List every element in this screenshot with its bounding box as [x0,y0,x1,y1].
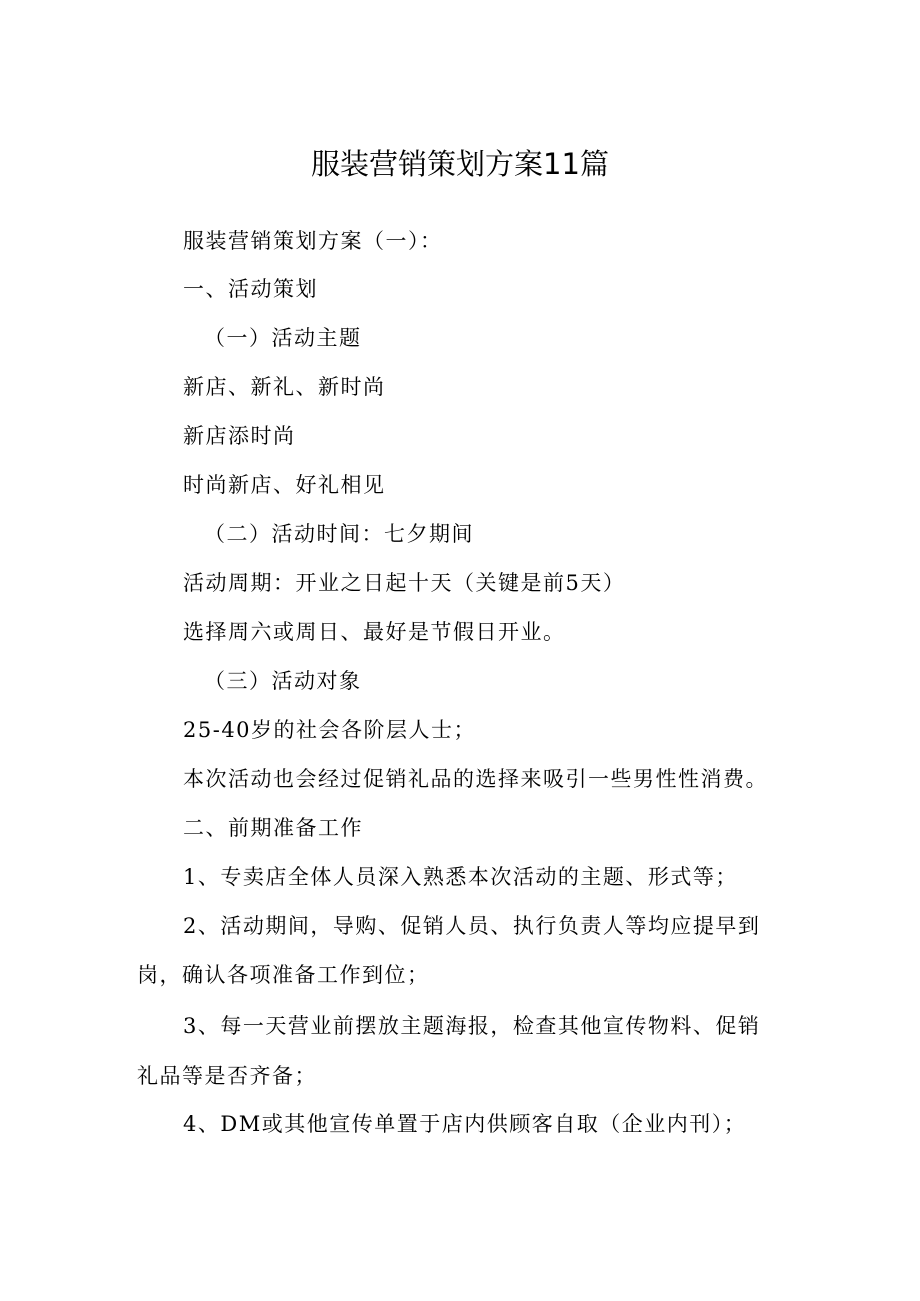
paragraph-line: 活动周期：开业之日起十天（关键是前5天） [183,571,626,595]
list-item: 4、DM或其他宣传单置于店内供顾客自取（企业内刊）； [183,1112,747,1136]
document-title: 服装营销策划方案11篇 [311,147,609,181]
list-item: 2、活动期间，导购、促销人员、执行负责人等均应提早到 [183,914,761,938]
paragraph-line: 选择周六或周日、最好是节假日开业。 [183,620,566,644]
list-item-continuation: 礼品等是否齐备； [137,1064,317,1088]
subsection-heading-theme: （一）活动主题 [204,326,362,350]
paragraph-line: 新店、新礼、新时尚 [183,375,386,399]
subsection-heading-time: （二）活动时间：七夕期间 [204,522,474,546]
list-item: 1、专卖店全体人员深入熟悉本次活动的主题、形式等； [183,865,738,889]
list-item-continuation: 岗，确认各项准备工作到位； [137,963,430,987]
paragraph-line: 本次活动也会经过促销礼品的选择来吸引一些男性性消费。 [183,767,768,791]
paragraph-line: 时尚新店、好礼相见 [183,473,386,497]
paragraph-line: 新店添时尚 [183,424,296,448]
paragraph-line: 25-40岁的社会各阶层人士； [183,718,477,742]
plan-heading: 服装营销策划方案（一）： [183,229,443,253]
list-item: 3、每一天营业前摆放主题海报，检查其他宣传物料、促销 [183,1014,761,1038]
section-heading-preparation: 二、前期准备工作 [183,816,363,840]
subsection-heading-audience: （三）活动对象 [204,669,362,693]
section-heading-activity-planning: 一、活动策划 [183,277,318,301]
